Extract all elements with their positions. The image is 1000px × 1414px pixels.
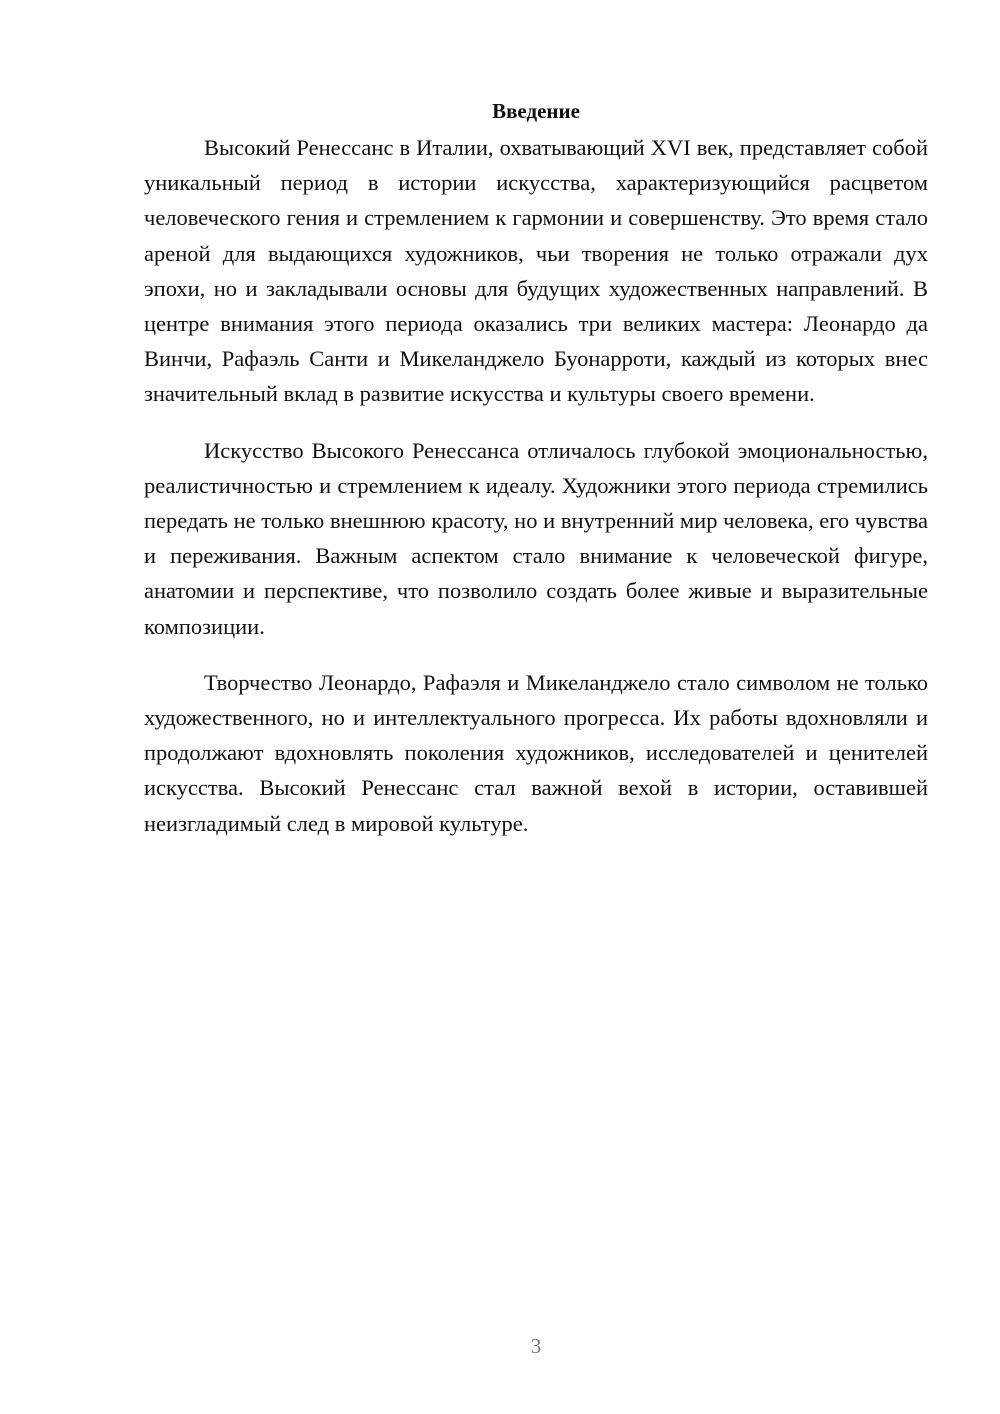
document-body — [144, 96, 928, 862]
paragraph-2: Искусство Высокого Ренессанса отличалось глубокой эмоциональностью, реалистичностью и стремлением к идеалу. Художники этого периода стремились передать не только внешнюю красоту, но и внутренний мир человека, его чувства и переживания. Важным аспектом стало внимание к человеческой фигуре, анатомии и перспективе, что позволило создать более живые и выразительные композиции. — [144, 437, 928, 639]
paragraph-3: Творчество Леонардо, Рафаэля и Микеланджело стало символом не только художественного, но и интеллектуального прогресса. Их работы вдохновляли и продолжают вдохновлять поколения художников, исследователей и ценителей искусства. Высокий Ренессанс стал важной вехой в истории, оставившей неизгладимый след в мировой культуре. — [144, 669, 928, 836]
paragraph-1: Высокий Ренессанс в Италии, охватывающий XVI век, представляет собой уникальный период в истории искусства, характеризующийся расцветом человеческого гения и стремлением к гармонии и совершенству. Это время стало ареной для выдающихся художников, чьи творения не только отражали дух эпохи, но и закладывали основы для будущих художественных направлений. В центре внимания этого периода оказались три великих мастера: Леонардо да Винчи, Рафаэль Санти и Микеланджело Буонарроти, каждый из которых внес значительный вклад в развитие искусства и культуры своего времени. — [144, 135, 928, 407]
page-number: 3 — [530, 1334, 542, 1358]
section-title: Введение — [492, 99, 580, 123]
